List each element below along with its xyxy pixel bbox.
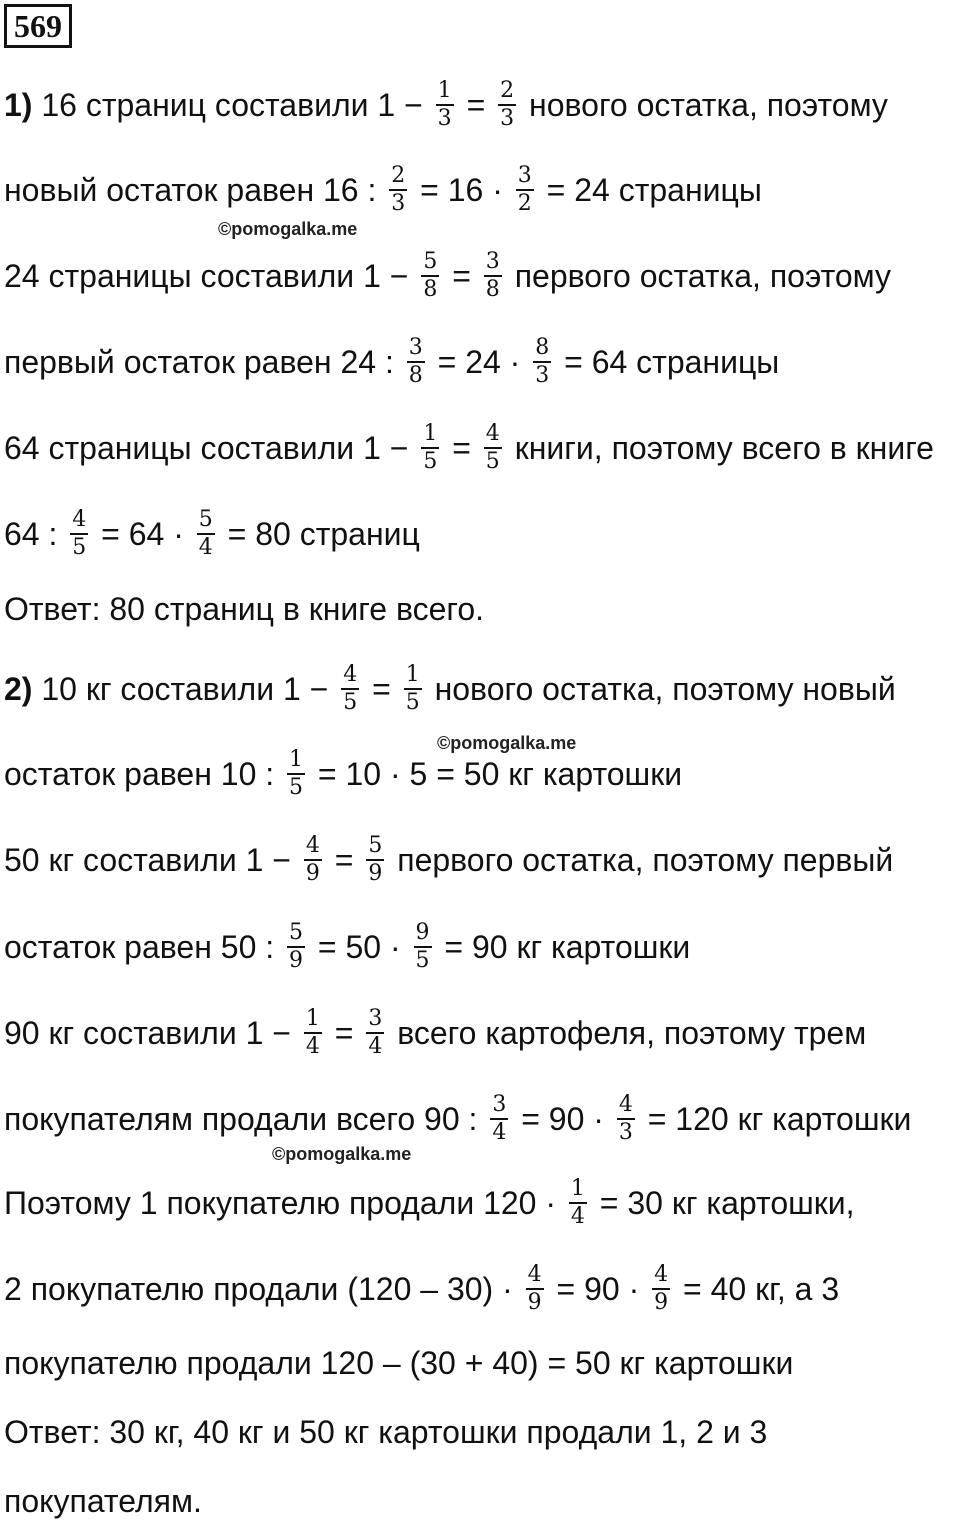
fraction: $\frac{4}{9}$: [654, 1262, 669, 1315]
fraction: $\frac{5}{9}$: [289, 920, 304, 973]
fraction: $\frac{1}{4}$: [570, 1176, 585, 1229]
problem-number: 569: [4, 4, 72, 48]
fraction: $\frac{2}{3}$: [500, 78, 515, 131]
watermark: ©pomogalka.me: [437, 733, 577, 753]
fraction: $\frac{2}{3}$: [391, 163, 406, 216]
p2-line-2: остаток равен 10 : $\frac{1}{5}$ = 10 · 5 = 50 кг картошки: [4, 747, 683, 800]
watermark: ©pomogalka.me: [218, 219, 358, 239]
fraction: $\frac{4}{5}$: [72, 507, 87, 560]
fraction: $\frac{3}{8}$: [485, 249, 500, 302]
p2-line-5: 90 кг составили 1 − $\frac{1}{4}$ = $\frac{3}{4}$ всего картофеля, поэтому трем: [4, 1006, 867, 1059]
fraction: $\frac{4}{9}$: [527, 1262, 542, 1315]
watermark: ©pomogalka.me: [272, 1144, 412, 1164]
fraction: $\frac{3}{4}$: [492, 1092, 507, 1145]
fraction: $\frac{3}{2}$: [517, 163, 532, 216]
p2-label: 2): [4, 670, 33, 707]
fraction: $\frac{1}{4}$: [305, 1006, 320, 1059]
p1-line-4: первый остаток равен 24 : $\frac{3}{8}$ = 24 · $\frac{8}{3}$ = 64 страницы: [4, 335, 780, 388]
p1-line-1: 1) 16 страниц составили 1 − $\frac{1}{3}$ = $\frac{2}{3}$ нового остатка, поэтому: [4, 78, 888, 131]
fraction: $\frac{4}{3}$: [618, 1092, 633, 1145]
fraction: $\frac{5}{9}$: [368, 833, 383, 886]
p1-answer: Ответ: 80 страниц в книге всего.: [4, 590, 485, 627]
fraction: $\frac{5}{4}$: [198, 507, 213, 560]
p2-line-4: остаток равен 50 : $\frac{5}{9}$ = 50 · $\frac{9}{5}$ = 90 кг картошки: [4, 920, 691, 973]
fraction: $\frac{8}{3}$: [535, 335, 550, 388]
p2-line-8: 2 покупателю продали (120 – 30) · $\frac{4}{9}$ = 90 · $\frac{4}{9}$ = 40 кг, а 3: [4, 1262, 840, 1315]
p2-line-7: Поэтому 1 покупателю продали 120 · $\frac{1}{4}$ = 30 кг картошки,: [4, 1176, 855, 1229]
p2-line-3: 50 кг составили 1 − $\frac{4}{9}$ = $\frac{5}{9}$ первого остатка, поэтому первый: [4, 833, 894, 886]
p1-line-3: 24 страницы составили 1 − $\frac{5}{8}$ = $\frac{3}{8}$ первого остатка, поэтому: [4, 249, 892, 302]
fraction: $\frac{1}{5}$: [405, 662, 420, 715]
p2-line-6: покупателям продали всего 90 : $\frac{3}{4}$ = 90 · $\frac{4}{3}$ = 120 кг картошки: [4, 1092, 912, 1145]
fraction: $\frac{1}{3}$: [437, 78, 452, 131]
p1-line-5: 64 страницы составили 1 − $\frac{1}{5}$ = $\frac{4}{5}$ книги, поэтому всего в книге: [4, 421, 934, 474]
p1-line-6: 64 : $\frac{4}{5}$ = 64 · $\frac{5}{4}$ = 80 страниц: [4, 507, 420, 560]
fraction: $\frac{3}{4}$: [368, 1006, 383, 1059]
p2-line-9: покупателю продали 120 – (30 + 40) = 50 кг картошки: [4, 1344, 794, 1381]
p1-label: 1): [4, 86, 33, 123]
fraction: $\frac{1}{5}$: [289, 747, 304, 800]
p1-line-2: новый остаток равен 16 : $\frac{2}{3}$ = 16 · $\frac{3}{2}$ = 24 страницы: [4, 163, 762, 216]
fraction: $\frac{9}{5}$: [415, 920, 430, 973]
p2-line-1: 2) 10 кг составили 1 − $\frac{4}{5}$ = $\frac{1}{5}$ нового остатка, поэтому новый: [4, 662, 896, 715]
fraction: $\frac{3}{8}$: [408, 335, 423, 388]
fraction: $\frac{4}{5}$: [485, 421, 500, 474]
fraction: $\frac{4}{5}$: [343, 662, 358, 715]
fraction: $\frac{4}{9}$: [305, 833, 320, 886]
fraction: $\frac{1}{5}$: [423, 421, 438, 474]
p2-answer-2: покупателям.: [4, 1482, 202, 1519]
p2-answer-1: Ответ: 30 кг, 40 кг и 50 кг картошки продали 1, 2 и 3: [4, 1413, 768, 1450]
fraction: $\frac{5}{8}$: [423, 249, 438, 302]
